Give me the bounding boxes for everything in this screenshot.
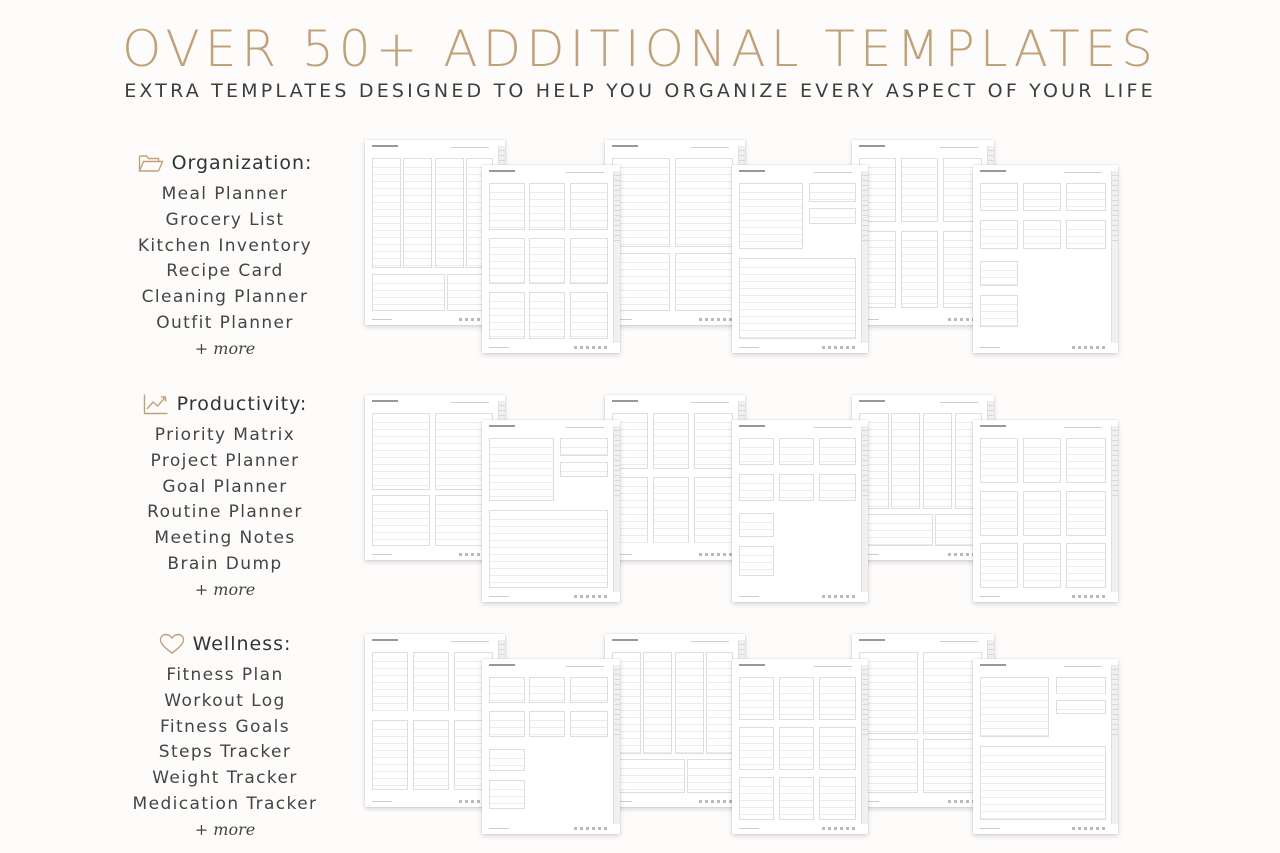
list-item: Kitchen Inventory	[137, 235, 313, 256]
thumbnail-section	[1056, 677, 1106, 694]
thumbnail-section	[612, 253, 670, 311]
thumbnail-section	[489, 677, 525, 703]
thumbnail-section	[739, 258, 856, 339]
category-title: Organization:	[171, 152, 313, 174]
thumbnail-section	[819, 727, 856, 770]
list-item: Outfit Planner	[156, 312, 294, 333]
template-page-thumbnail	[482, 659, 620, 834]
thumbnail-side-tabs	[1111, 426, 1118, 592]
list-item: Fitness Goals	[159, 716, 291, 737]
list-item: Recipe Card	[166, 261, 284, 282]
thumbnail-section	[1023, 543, 1061, 588]
list-item: Weight Tracker	[152, 768, 298, 789]
more-label: + more	[194, 579, 256, 599]
template-page-thumbnail	[732, 165, 868, 353]
thumbnail-section	[1023, 183, 1061, 211]
list-item: Fitness Plan	[166, 665, 284, 685]
template-page-thumbnail	[482, 165, 620, 353]
thumbnail-section	[372, 158, 401, 268]
thumbnail-section	[739, 727, 774, 770]
thumbnail-layout	[739, 677, 856, 820]
list-item: Workout Log	[164, 690, 286, 711]
thumbnail-footer	[489, 596, 509, 597]
thumbnail-section	[413, 720, 449, 791]
thumbnail-heading-line	[489, 664, 515, 666]
thumbnail-layout	[612, 158, 733, 311]
thumbnail-footer	[372, 554, 392, 555]
template-page-thumbnail	[732, 659, 868, 834]
thumbnail-section	[1023, 220, 1061, 248]
thumbnail-section	[489, 510, 608, 588]
trend-chart-icon	[143, 393, 169, 415]
thumbnail-heading-line	[980, 170, 1006, 172]
thumbnail-nav-icons	[1072, 595, 1106, 598]
thumbnail-section	[819, 777, 856, 820]
thumbnail-section	[489, 749, 525, 772]
thumbnail-section	[529, 238, 565, 285]
thumbnail-heading-line	[739, 170, 765, 172]
thumbnail-date-line	[940, 641, 978, 642]
more-label: + more	[194, 338, 256, 358]
thumbnail-section	[675, 652, 704, 754]
thumbnail-footer	[980, 596, 1000, 597]
thumbnail-section	[529, 183, 565, 230]
thumbnail-section	[1066, 220, 1106, 248]
list-item: Project Planner	[150, 450, 300, 471]
thumbnail-layout	[612, 413, 733, 546]
thumbnail-section	[489, 438, 554, 501]
thumbnail-heading-line	[859, 639, 885, 641]
category-productivity	[110, 393, 340, 602]
thumbnail-layout	[859, 652, 982, 793]
thumbnail-section	[779, 727, 814, 770]
list-item: Priority Matrix	[154, 425, 296, 445]
thumbnail-section	[570, 677, 608, 703]
thumbnail-nav-icons	[822, 595, 856, 598]
thumbnail-nav-icons	[699, 800, 733, 803]
thumbnail-section	[1066, 183, 1106, 211]
thumbnail-side-tabs	[861, 171, 868, 343]
thumbnail-nav-icons	[574, 346, 608, 349]
thumbnail-section	[403, 158, 432, 268]
thumbnail-section	[739, 474, 774, 501]
thumbnail-layout	[739, 183, 856, 339]
list-item: Grocery List	[165, 209, 285, 230]
category-header	[110, 152, 340, 174]
thumbnail-nav-icons	[1072, 827, 1106, 830]
category-title: Productivity:	[176, 393, 308, 415]
thumbnail-section	[739, 777, 774, 820]
thumbnail-heading-line	[612, 639, 638, 641]
thumbnail-section	[643, 652, 672, 754]
thumbnail-section	[529, 711, 565, 737]
thumbnail-section	[372, 652, 408, 711]
thumbnail-layout	[489, 677, 608, 820]
thumbnail-section	[1023, 491, 1061, 536]
thumbnail-section	[612, 158, 670, 247]
thumbnail-footer	[372, 801, 392, 802]
thumbnail-section	[529, 292, 565, 339]
thumbnail-section	[529, 677, 565, 703]
thumbnail-heading-line	[612, 400, 638, 402]
thumbnail-section	[901, 231, 938, 308]
category-organization	[110, 152, 340, 361]
thumbnail-heading-line	[489, 170, 515, 172]
list-item: Brain Dump	[167, 553, 283, 574]
thumbnail-nav-icons	[1072, 346, 1106, 349]
thumbnail-nav-icons	[574, 827, 608, 830]
thumbnail-footer	[372, 319, 392, 320]
thumbnail-section	[980, 261, 1018, 286]
thumbnail-side-tabs	[613, 665, 620, 824]
thumbnail-section	[570, 711, 608, 737]
template-list	[110, 423, 340, 602]
thumbnail-section	[779, 777, 814, 820]
thumbnail-date-line	[1064, 427, 1102, 428]
thumbnail-section	[980, 183, 1018, 211]
thumbnail-heading-line	[859, 145, 885, 147]
thumbnail-heading-line	[980, 664, 1006, 666]
thumbnail-section	[435, 158, 464, 268]
thumbnail-section	[694, 413, 733, 469]
list-item: Routine Planner	[147, 502, 303, 523]
thumbnail-side-tabs	[613, 171, 620, 343]
template-page-thumbnail	[973, 165, 1118, 353]
thumbnail-side-tabs	[1111, 171, 1118, 343]
thumbnail-section	[809, 208, 856, 224]
thumbnail-date-line	[1064, 666, 1102, 667]
thumbnail-section	[980, 746, 1106, 820]
thumbnail-section	[779, 677, 814, 720]
thumbnail-footer	[739, 828, 759, 829]
thumbnail-date-line	[566, 666, 604, 667]
thumbnail-layout	[489, 438, 608, 588]
thumbnail-date-line	[691, 147, 729, 148]
thumbnail-section	[560, 438, 608, 456]
thumbnail-side-tabs	[1111, 665, 1118, 824]
thumbnail-section	[570, 238, 608, 285]
thumbnail-section	[653, 413, 689, 469]
list-item: Cleaning Planner	[141, 287, 309, 308]
thumbnail-layout	[739, 438, 856, 588]
thumbnail-date-line	[451, 402, 489, 403]
thumbnail-heading-line	[372, 639, 398, 641]
thumbnail-section	[819, 474, 856, 501]
thumbnail-section	[570, 183, 608, 230]
thumbnail-section	[980, 295, 1018, 326]
thumbnail-section	[779, 474, 814, 501]
thumbnail-layout	[859, 158, 982, 311]
thumbnail-section	[923, 413, 953, 509]
thumbnail-date-line	[814, 427, 852, 428]
thumbnail-layout	[980, 183, 1106, 339]
thumbnail-section	[1023, 438, 1061, 483]
thumbnail-heading-line	[739, 425, 765, 427]
thumbnail-date-line	[691, 641, 729, 642]
thumbnail-footer	[980, 347, 1000, 348]
thumbnail-layout	[980, 438, 1106, 588]
page-subtitle: EXTRA TEMPLATES DESIGNED TO HELP YOU ORGANIZE EVERY ASPECT OF YOUR LIFE	[124, 80, 1156, 102]
thumbnail-section	[653, 477, 689, 544]
thumbnail-date-line	[691, 402, 729, 403]
folder-icon	[138, 152, 164, 174]
thumbnail-section	[372, 495, 430, 546]
thumbnail-section	[489, 711, 525, 737]
template-page-thumbnail	[605, 140, 745, 325]
thumbnail-layout	[980, 677, 1106, 820]
thumbnail-nav-icons	[699, 318, 733, 321]
thumbnail-date-line	[451, 641, 489, 642]
thumbnail-side-tabs	[613, 426, 620, 592]
thumbnail-heading-line	[859, 400, 885, 402]
category-header	[110, 633, 340, 655]
thumbnail-footer	[489, 828, 509, 829]
thumbnail-footer	[980, 828, 1000, 829]
thumbnail-section	[891, 413, 921, 509]
template-page-thumbnail	[605, 395, 745, 560]
thumbnail-section	[739, 438, 774, 465]
template-page-thumbnail	[482, 420, 620, 602]
list-item: Goal Planner	[162, 476, 288, 497]
thumbnail-section	[372, 274, 445, 311]
thumbnail-section	[413, 652, 449, 711]
thumbnail-section	[739, 546, 774, 576]
list-item: Meal Planner	[161, 184, 289, 204]
thumbnail-nav-icons	[574, 595, 608, 598]
thumbnail-section	[980, 491, 1018, 536]
thumbnail-layout	[489, 183, 608, 339]
thumbnail-date-line	[814, 172, 852, 173]
thumbnail-date-line	[1064, 172, 1102, 173]
list-item: Medication Tracker	[132, 793, 318, 814]
thumbnail-section	[687, 759, 733, 793]
thumbnail-date-line	[940, 402, 978, 403]
category-title: Wellness:	[192, 633, 292, 655]
thumbnail-layout	[372, 158, 493, 311]
thumbnail-section	[489, 292, 525, 339]
thumbnail-section	[560, 462, 608, 477]
list-item: Steps Tracker	[158, 742, 292, 763]
thumbnail-nav-icons	[822, 346, 856, 349]
thumbnail-heading-line	[980, 425, 1006, 427]
thumbnail-layout	[859, 413, 982, 546]
thumbnail-date-line	[451, 147, 489, 148]
template-list	[110, 663, 340, 842]
thumbnail-heading-line	[489, 425, 515, 427]
template-list	[110, 182, 340, 361]
thumbnail-date-line	[566, 427, 604, 428]
thumbnail-section	[809, 183, 856, 202]
page-title: OVER 50+ ADDITIONAL TEMPLATES	[122, 20, 1158, 78]
thumbnail-section	[570, 292, 608, 339]
thumbnail-layout	[372, 652, 493, 793]
more-label: + more	[194, 819, 256, 839]
template-page-thumbnail	[973, 420, 1118, 602]
thumbnail-date-line	[940, 147, 978, 148]
thumbnail-section	[372, 720, 408, 791]
template-page-thumbnail	[732, 420, 868, 602]
thumbnail-heading-line	[612, 145, 638, 147]
thumbnail-layout	[372, 413, 493, 546]
thumbnail-heading-line	[739, 664, 765, 666]
thumbnail-section	[489, 183, 525, 230]
thumbnail-section	[675, 253, 733, 311]
thumbnail-section	[1066, 543, 1106, 588]
thumbnail-side-tabs	[861, 426, 868, 592]
thumbnail-section	[980, 677, 1049, 737]
thumbnail-section	[706, 652, 733, 754]
thumbnail-footer	[739, 347, 759, 348]
thumbnail-section	[1056, 700, 1106, 714]
thumbnail-section	[901, 158, 938, 222]
thumbnail-section	[1066, 438, 1106, 483]
heart-icon	[159, 633, 185, 655]
thumbnail-section	[739, 677, 774, 720]
thumbnail-section	[694, 477, 733, 544]
thumbnail-section	[779, 438, 814, 465]
thumbnail-layout	[612, 652, 733, 793]
thumbnail-section	[1066, 491, 1106, 536]
thumbnail-section	[859, 514, 933, 546]
thumbnail-section	[489, 780, 525, 809]
thumbnail-section	[489, 238, 525, 285]
thumbnail-section	[612, 759, 685, 793]
thumbnail-heading-line	[372, 145, 398, 147]
thumbnail-date-line	[566, 172, 604, 173]
category-wellness	[110, 633, 340, 842]
thumbnail-section	[675, 158, 733, 247]
category-header	[110, 393, 340, 415]
template-page-thumbnail	[605, 634, 745, 807]
thumbnail-section	[980, 543, 1018, 588]
list-item: Meeting Notes	[154, 528, 296, 549]
thumbnail-section	[980, 438, 1018, 483]
thumbnail-section	[372, 413, 430, 490]
thumbnail-nav-icons	[822, 827, 856, 830]
thumbnail-footer	[739, 596, 759, 597]
thumbnail-nav-icons	[699, 553, 733, 556]
thumbnail-section	[739, 183, 803, 249]
thumbnail-section	[819, 438, 856, 465]
thumbnail-section	[739, 513, 774, 537]
thumbnail-section	[819, 677, 856, 720]
template-page-thumbnail	[973, 659, 1118, 834]
thumbnail-side-tabs	[861, 665, 868, 824]
thumbnail-heading-line	[372, 400, 398, 402]
thumbnail-section	[980, 220, 1018, 248]
thumbnail-date-line	[814, 666, 852, 667]
thumbnail-footer	[489, 347, 509, 348]
